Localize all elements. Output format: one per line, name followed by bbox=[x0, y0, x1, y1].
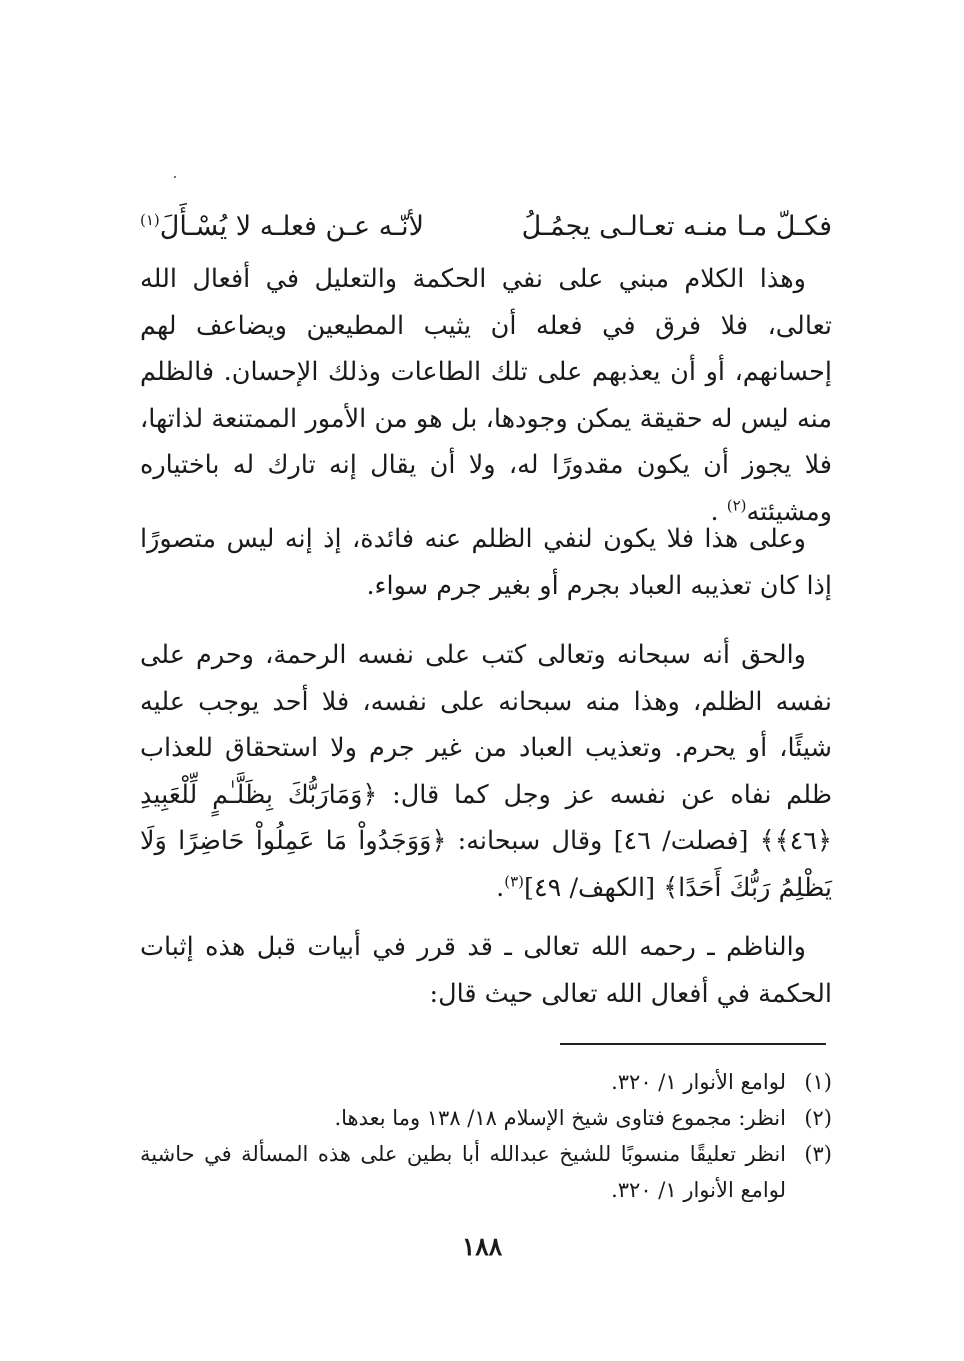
footnote-item bbox=[140, 1136, 832, 1208]
footnote-ref[interactable]: (٢) bbox=[726, 496, 747, 514]
paragraph: وعلى هذا فلا يكون لنفي الظلم عنه فائدة، إذ إنه ليس متصورًا إذا كان تعذيبه العباد بجرم أو بغير جرم سواء. bbox=[140, 524, 832, 601]
speck-mark bbox=[174, 176, 176, 178]
verse-left-hemistich: لأنّـه عـن فعلـه لا يُسْـأَلَ$^{(١)}$ bbox=[140, 211, 424, 242]
footnote-item bbox=[140, 1064, 832, 1100]
paragraph: وهذا الكلام مبني على نفي الحكمة والتعليل في أفعال الله تعالى، فلا فرق في فعله أن يثيب المطيعين ويضاعف لهم إحسانهم، أو أن يعذبهم على تلك الطاعات وذلك الإحسان. فالظلم منه ليس له حقيقة يمكن وجودها، بل هو من الأمور الممتنعة لذاتها، فلا يجوز أن يكون مقدورًا له، ولا أن يقال إنه تارك له باختياره ومشيئته$^{(٢)}$ . bbox=[140, 264, 832, 527]
footnote-divider bbox=[560, 1043, 826, 1045]
footnote-text: انظر: مجموع فتاوى شيخ الإسلام ١٨/ ١٣٨ وما بعدها. bbox=[334, 1106, 786, 1130]
footnote-text: لوامع الأنوار ١/ ٣٢٠. bbox=[611, 1070, 786, 1094]
verse-right-hemistich: فكـلّ مـا منـه تعـالـى يجمُـلُ bbox=[521, 211, 832, 242]
paragraph: والناظم ـ رحمه الله تعالى ـ قد قرر في أبيات قبل هذه إثبات الحكمة في أفعال الله تعالى حيث قال: bbox=[140, 932, 832, 1009]
footnote-ref[interactable]: (١) bbox=[140, 211, 160, 229]
footnote-item bbox=[140, 1100, 832, 1136]
footnote-number: (٣) bbox=[804, 1142, 832, 1166]
poem-verse bbox=[140, 205, 832, 249]
page-number: ١٨٨ bbox=[461, 1232, 503, 1261]
footnote-text: انظر تعليقًا منسوبًا للشيخ عبدالله أبا بطين على هذه المسألة في حاشية لوامع الأنوار ١/ ٣٢٠. bbox=[140, 1142, 786, 1202]
paragraph: والحق أنه سبحانه وتعالى كتب على نفسه الرحمة، وحرم على نفسه الظلم، وهذا منه سبحانه على نفسه، فلا أحد يوجب عليه شيئًا، أو يحرم. وتعذيب العباد من غير جرم ولا استحقاق للعذاب ظلم نفاه عن نفسه عز وجل كما قال: ﴿وَمَارَبُّكَ بِظَلَّـٰمٍ لِّلْعَبِيدِ ﴿٤٦﴾﴾ [فصلت/ ٤٦] وقال سبحانه: ﴿وَوَجَدُواْ مَا عَمِلُواْ حَاضِرًا وَلَا يَظْلِمُ رَبُّكَ أَحَدًا﴾ [الكهف/ ٤٩]$^{(٣)}$. bbox=[140, 640, 832, 903]
footnotes bbox=[140, 1064, 832, 1208]
footnote-number: (١) bbox=[804, 1070, 832, 1094]
footnote-ref[interactable]: (٣) bbox=[504, 872, 524, 890]
footnote-number: (٢) bbox=[804, 1106, 832, 1130]
